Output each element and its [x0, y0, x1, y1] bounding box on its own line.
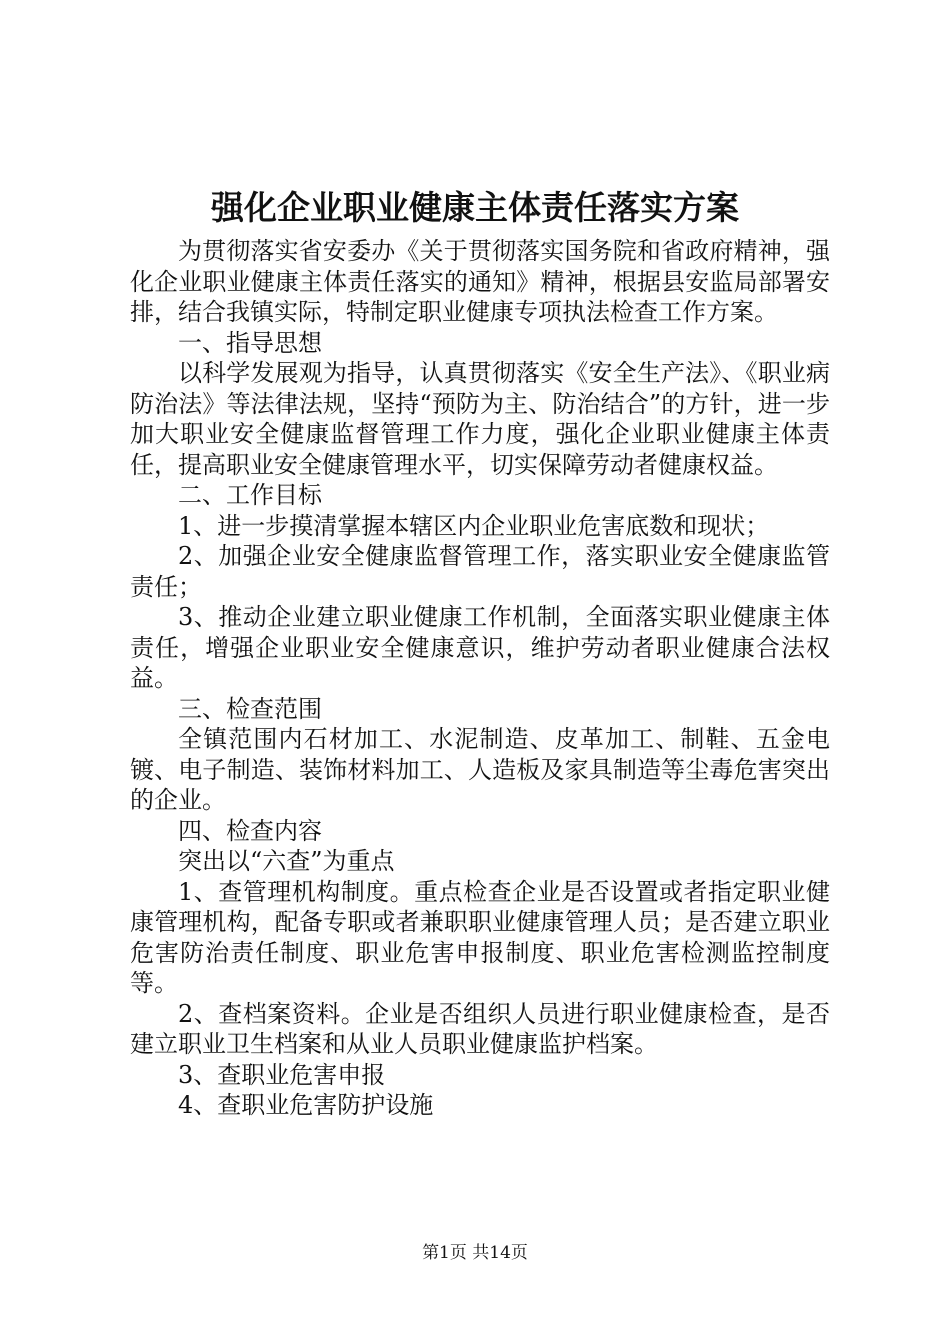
inspection-focus-line: 突出以“六查”为重点	[178, 847, 395, 875]
intro-paragraph: 为贯彻落实省安委办《关于贯彻落实国务院和省政府精神，强化企业职业健康主体责任落实的通知》精神，根据县安监局部署安排，结合我镇实际，特制定职业健康专项执法检查工作方案。	[130, 237, 830, 326]
inspection-item-1: 1、查管理机构制度。重点检查企业是否设置或者指定职业健康管理机构，配备专职或者兼职职业健康管理人员；是否建立职业危害防治责任制度、职业危害申报制度、职业危害检测监控制度等。	[130, 877, 830, 997]
goal-item-3: 3、推动企业建立职业健康工作机制，全面落实职业健康主体责任，增强企业职业安全健康意识，维护劳动者职业健康合法权益。	[130, 603, 830, 692]
document-title: 强化企业职业健康主体责任落实方案	[211, 188, 739, 227]
goal-item-2: 2、加强企业安全健康监督管理工作，落实职业安全健康监管责任；	[130, 542, 830, 601]
inspection-item-4: 4、查职业危害防护设施	[178, 1091, 434, 1119]
inspection-item-2: 2、查档案资料。企业是否组织人员进行职业健康检查，是否建立职业卫生档案和从业人员职业健康监护档案。	[130, 999, 830, 1058]
section-heading-inspection-scope: 三、检查范围	[178, 694, 322, 723]
page-indicator: 第1页 共14页	[422, 1243, 528, 1263]
section-heading-inspection-content: 四、检查内容	[178, 816, 322, 845]
section-heading-guiding-ideology: 一、指导思想	[178, 328, 322, 357]
section-heading-work-goals: 二、工作目标	[178, 481, 322, 509]
guiding-ideology-paragraph: 以科学发展观为指导，认真贯彻落实《安全生产法》、《职业病防治法》等法律法规，坚持“预防为主、防治结合”的方针，进一步加大职业安全健康监督管理工作力度，强化企业职业健康主体责任，提高职业安全健康管理水平，切实保障劳动者健康权益。	[130, 359, 830, 479]
document-body	[130, 236, 830, 1121]
inspection-scope-paragraph: 全镇范围内石材加工、水泥制造、皮革加工、制鞋、五金电镀、电子制造、装饰材料加工、人造板及家具制造等尘毒危害突出的企业。	[130, 725, 830, 814]
goal-item-1: 1、进一步摸清掌握本辖区内企业职业危害底数和现状；	[178, 511, 770, 540]
inspection-item-3: 3、查职业危害申报	[178, 1060, 386, 1089]
